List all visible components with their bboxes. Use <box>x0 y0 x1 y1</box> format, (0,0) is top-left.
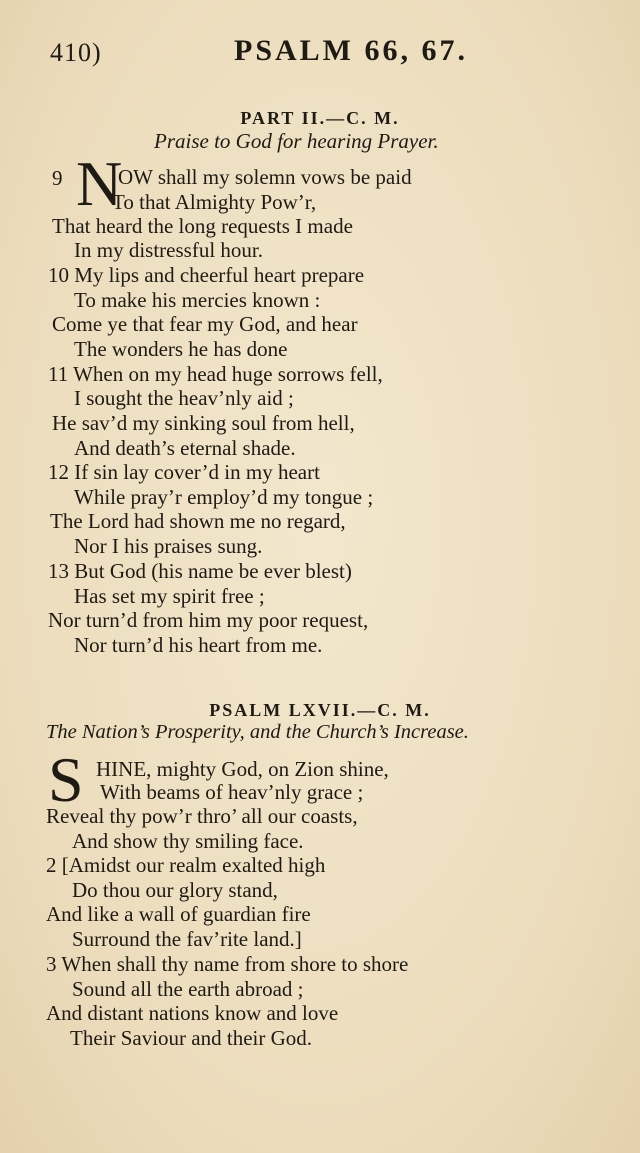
verse-line: Their Saviour and their God. <box>70 1026 313 1050</box>
verse-number-9: 9 <box>52 166 63 190</box>
verse-line: Come ye that fear my God, and hear <box>52 312 358 336</box>
running-title: PSALM 66, 67. <box>234 34 468 67</box>
verse-line: To make his mercies known : <box>74 288 321 312</box>
drop-cap-s: S <box>48 744 84 815</box>
verse-line: To that Almighty Pow’r, <box>112 190 317 214</box>
section-subtitle-nations: The Nation’s Prosperity, and the Church’s Increase. <box>46 721 469 743</box>
section-subtitle-praise: Praise to God for hearing Prayer. <box>154 129 439 153</box>
verse-line: 11 When on my head huge sorrows fell, <box>48 362 383 386</box>
verse-line: OW shall my solemn vows be paid <box>118 165 412 189</box>
verse-line: That heard the long requests I made <box>52 214 353 238</box>
verse-line: The Lord had shown me no regard, <box>50 509 346 533</box>
verse-line: And like a wall of guardian fire <box>46 902 311 926</box>
verse-line: 13 But God (his name be ever blest) <box>48 559 352 583</box>
verse-line: Nor turn’d from him my poor request, <box>48 608 369 632</box>
verse-line: Surround the fav’rite land.] <box>72 927 302 951</box>
verse-line: With beams of heav’nly grace ; <box>100 780 364 804</box>
page-number: 410) <box>50 38 102 67</box>
verse-line: 3 When shall thy name from shore to shore <box>46 952 409 976</box>
verse-line: And death’s eternal shade. <box>74 436 296 460</box>
verse-line: He sav’d my sinking soul from hell, <box>52 411 355 435</box>
verse-line: Reveal thy pow’r thro’ all our coasts, <box>46 804 358 828</box>
verse-line: Has set my spirit free ; <box>74 584 265 608</box>
verse-line: In my distressful hour. <box>74 238 263 262</box>
verse-line: And distant nations know and love <box>46 1001 339 1025</box>
verse-line: And show thy smiling face. <box>72 829 304 853</box>
section-heading-part-ii: PART II.—C. M. <box>240 108 400 128</box>
verse-line: Sound all the earth abroad ; <box>72 977 304 1001</box>
verse-line: While pray’r employ’d my tongue ; <box>74 485 374 509</box>
verse-line: 12 If sin lay cover’d in my heart <box>48 460 320 484</box>
verse-line: The wonders he has done <box>74 337 288 361</box>
section-heading-psalm-lxvii: PSALM LXVII.—C. M. <box>209 700 431 720</box>
drop-cap-n: N <box>76 148 123 219</box>
verse-line: 2 [Amidst our realm exalted high <box>46 853 326 877</box>
verse-line: Nor I his praises sung. <box>74 534 263 558</box>
verse-line: HINE, mighty God, on Zion shine, <box>96 757 389 781</box>
verse-line: 10 My lips and cheerful heart prepare <box>48 263 365 287</box>
verse-line: Do thou our glory stand, <box>72 878 278 902</box>
verse-line: Nor turn’d his heart from me. <box>74 633 323 657</box>
verse-line: I sought the heav’nly aid ; <box>74 386 294 410</box>
